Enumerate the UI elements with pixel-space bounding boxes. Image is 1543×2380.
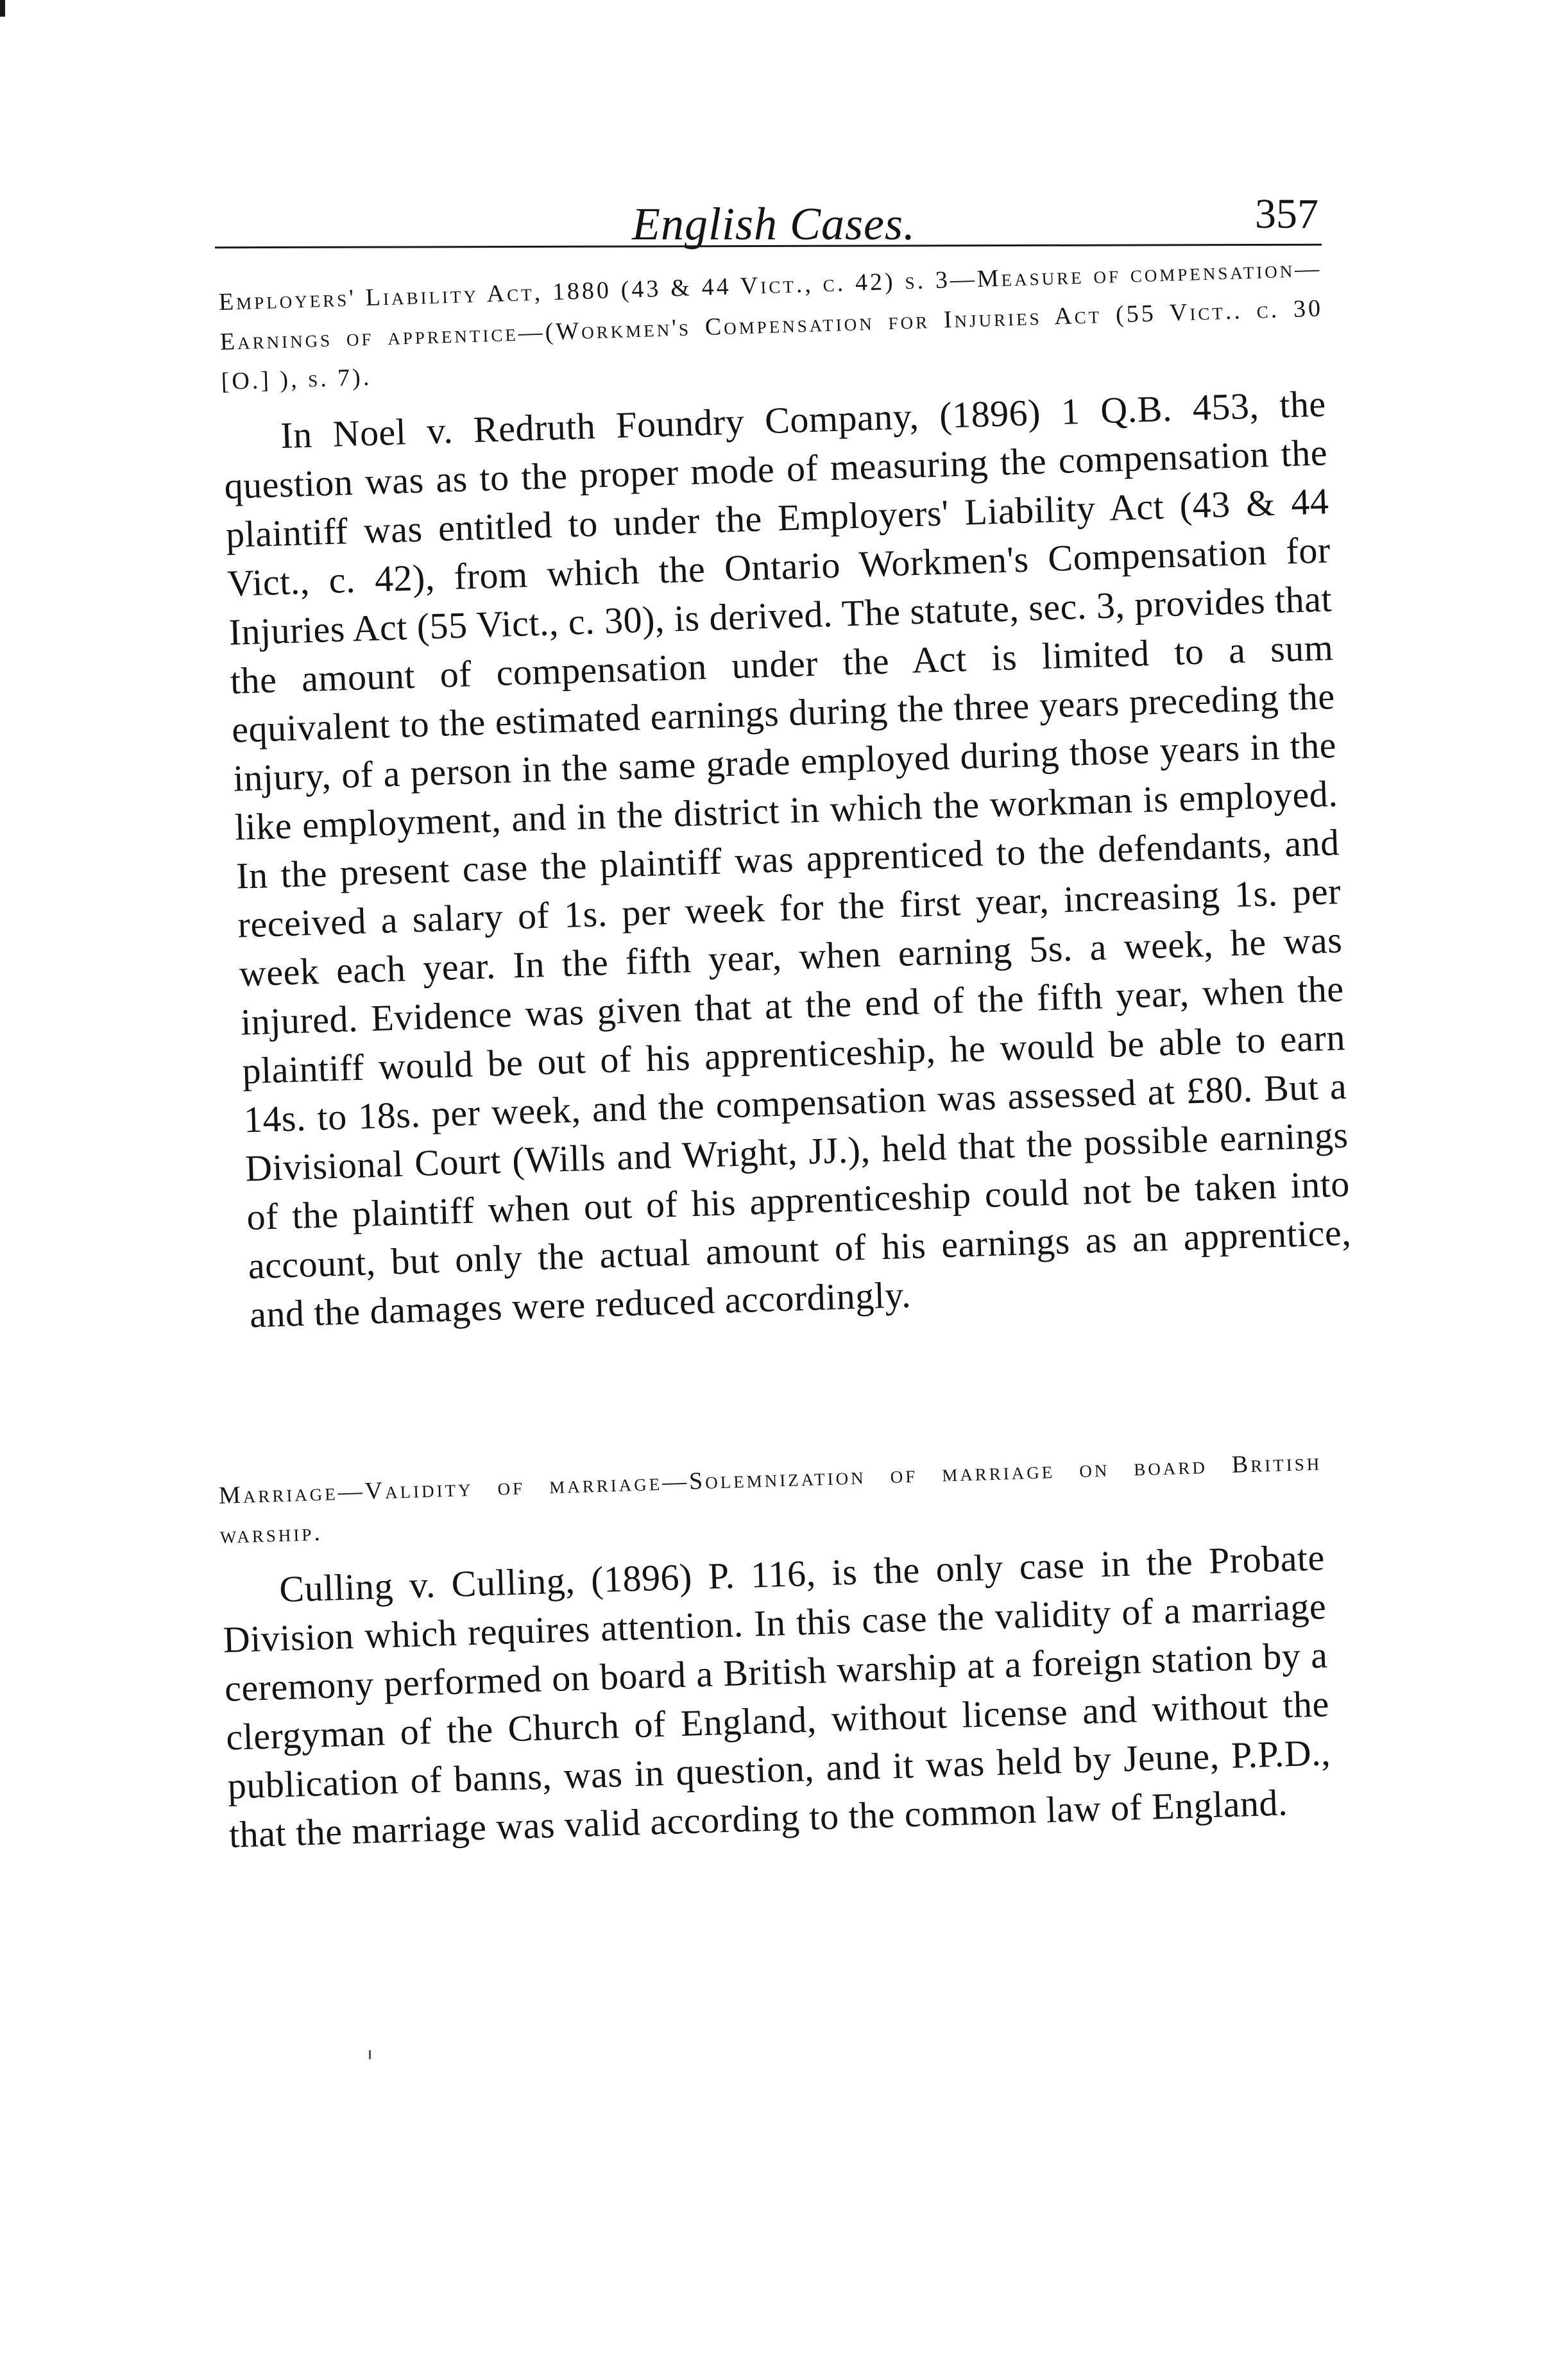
case-headnote: Marriage—Validity of marriage—Solemnization of marriage on board British warship.: [218, 1448, 1322, 1549]
page-header: [215, 185, 1325, 249]
case-body-paragraph: Culling v. Culling, (1896) P. 116, is the only case in the Probate Division which requires attention. In this case the validity of a marriage ceremony performed on board a British warship at a foreign station by a clergyman of the Church of England, without license and without the publication of banns, was in question, and it was held by Jeune, P.P.D., that the marriage was valid according to the common law of England.: [222, 1536, 1331, 1856]
stray-mark: [369, 2050, 371, 2059]
case-section-employers-liability: [218, 248, 1354, 1339]
case-body-paragraph: In Noel v. Redruth Foundry Company, (1896) 1 Q.B. 453, the question was as to the proper mode of measuring the compensation the plaintiff was entitled to under the Employers' Liability Act (43 & 44 Vict., c. 42), from which the Ontario Workmen's Compensation for Injuries Act (55 Vict., c. 30), is derived. The statute, sec. 3, provides that the amount of compensation under the Act is limited to a sum equivalent to the estimated earnings during the three years preceding the injury, of a person in the same grade employed during those years in the like employment, and in the district in which the workman is employed. In the present case the plaintiff was apprenticed to the defendants, and received a salary of 1s. per week for the first year, increasing 1s. per week each year. In the fifth year, when earning 5s. a week, he was injured. Evidence was given that at the end of the fifth year, when the plaintiff would be out of his apprenticeship, he would be able to earn 14s. to 18s. per week, and the compensation was assessed at £80. But a Divisional Court (Wills and Wright, JJ.), held that the possible earnings of the plaintiff when out of his apprenticeship could not be taken into account, but only the actual amount of his earnings as an apprentice, and the damages were reduced accordingly.: [223, 382, 1352, 1336]
page-number: 357: [1255, 191, 1318, 237]
case-headnote: Employers' Liability Act, 1880 (43 & 44 Vict., c. 42) s. 3—Measure of compensation—Earnings of apprentice—(Workmen's Compensation for Injuries Act (55 Vict.. c. 30 [O.] ), s. 7).: [218, 255, 1324, 395]
case-section-marriage-validity: [218, 1442, 1333, 1859]
running-head: English Cases.: [632, 198, 916, 250]
scan-edge-mark: [0, 0, 5, 17]
